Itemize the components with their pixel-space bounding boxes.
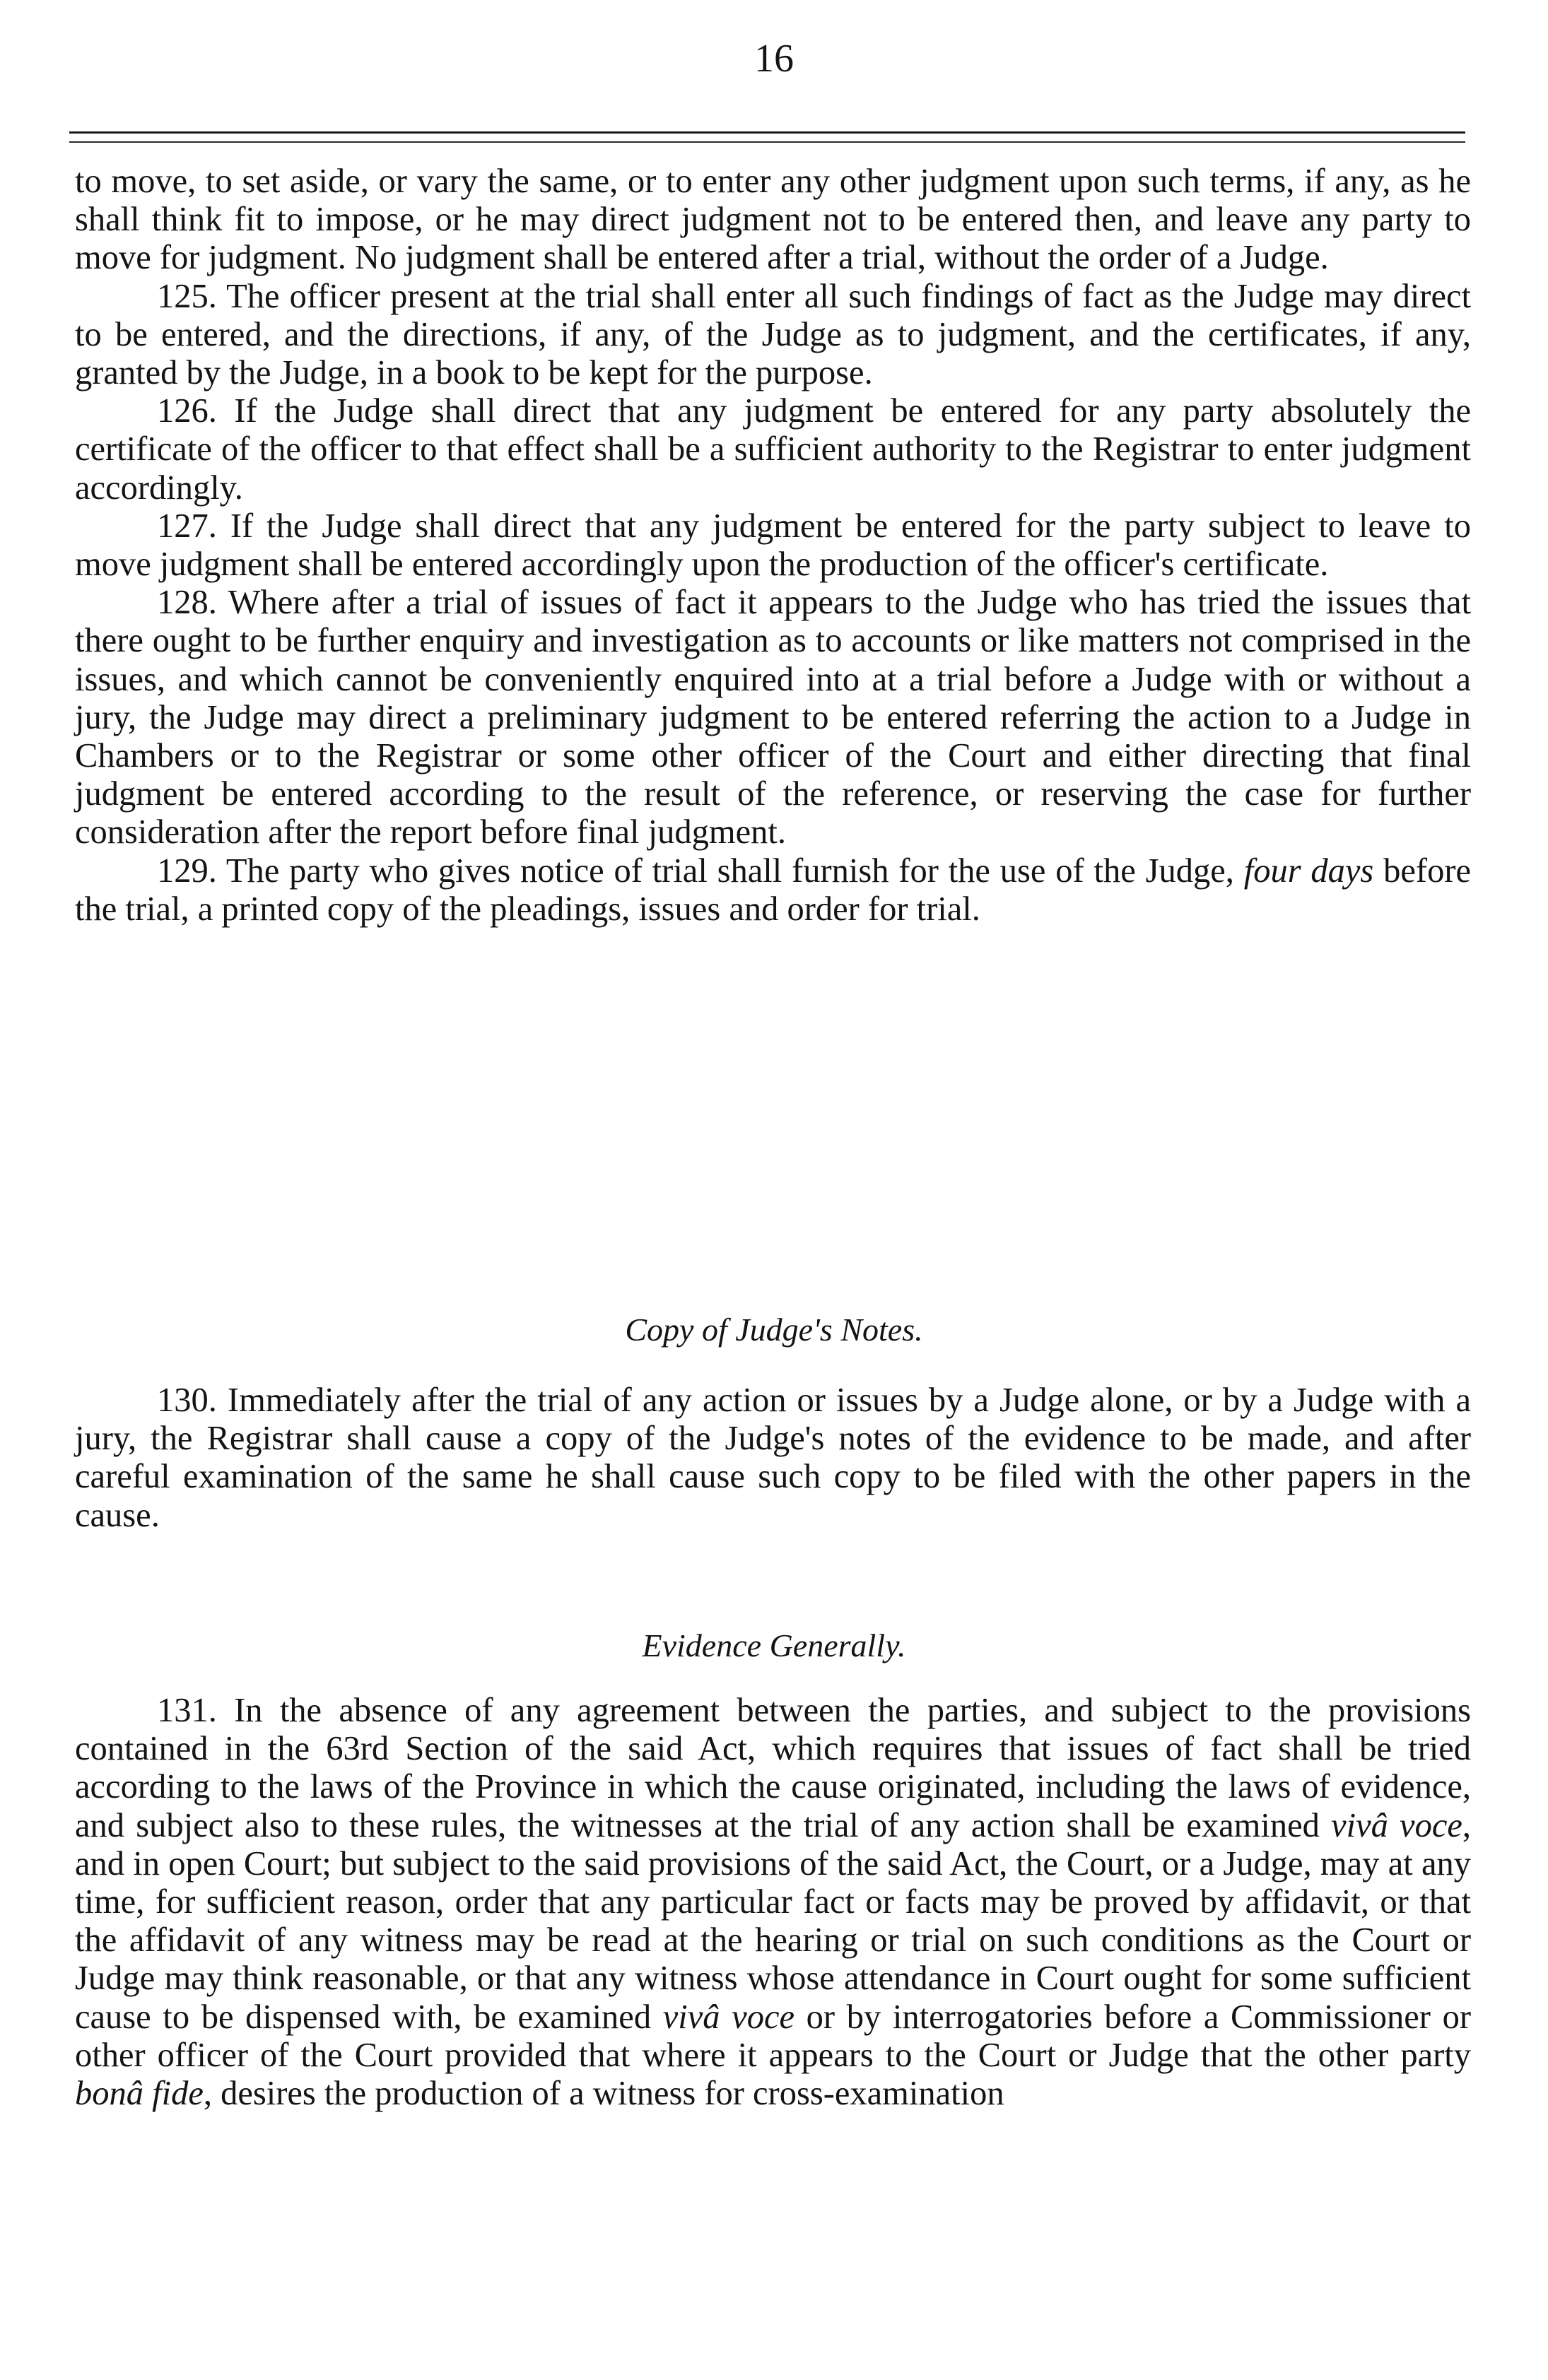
rule-130-paragraph: 130. Immediately after the trial of any action or issues by a Judge alone, or by a Judge with a jury, the Registrar shall cause a copy of the Judge's notes of the evidence to be made, and after careful examination of the same he shall cause such copy to be filed with the other papers in the cause.: [75, 1382, 1471, 1534]
rules-section-evidence: [75, 1692, 1471, 2113]
rule-129-text-start: 129. The party who gives notice of trial shall furnish for the use of the Judge,: [157, 852, 1244, 890]
rules-section-upper: [75, 163, 1471, 929]
rule-126-paragraph: 126. If the Judge shall direct that any judgment be entered for any party absolutely the certificate of the officer to that effect shall be a sufficient authority to the Registrar to enter judgment accordingly.: [75, 392, 1471, 507]
section-heading-copy-of-judges-notes: Copy of Judge's Notes.: [625, 1312, 923, 1348]
rule-131-paragraph: [75, 1692, 1471, 2113]
rule-131-text-4: , desires the production of a witness for cross-examination: [203, 2075, 1004, 2113]
rule-129-text-end: before the trial, a printed copy of the pleadings, issues and order for trial.: [75, 852, 1472, 928]
rule-131-italic-viva-voce-2: vivâ voce: [662, 1998, 794, 2036]
rule-131-text-2: , and in open Court; but subject to the said provisions of the said Act, the Court, or a Judge, may at any time, for sufficient reason, order that any particular fact or facts may be proved by affidavit, or that the affidavit of any witness may be read at the hearing or trial on such conditions as the Court or Judge may think reasonable, or that any witness whose attendance in Court ought for some sufficient cause to be dispensed with, be examined: [75, 1806, 1471, 2036]
rule-131-italic-viva-voce-1: vivâ voce: [1331, 1806, 1462, 1844]
rule-125-paragraph: 125. The officer present at the trial shall enter all such findings of fact as the Judge may direct to be entered, and the directions, if any, of the Judge as to judgment, and the certificates, if any, granted by the Judge, in a book to be kept for the purpose.: [75, 277, 1471, 392]
rules-section-notes: [75, 1382, 1471, 1535]
header-rule-bottom: [69, 141, 1465, 143]
continuation-paragraph: to move, to set aside, or vary the same, or to enter any other judgment upon such terms, if any, as he shall think fit to impose, or he may direct judgment not to be entered then, and leave any party to move for judgment. No judgment shall be entered after a trial, without the order of a Judge.: [75, 163, 1471, 277]
section-heading-evidence-generally: Evidence Generally.: [642, 1627, 906, 1663]
rule-128-paragraph: 128. Where after a trial of issues of fact it appears to the Judge who has tried the issues that there ought to be further enquiry and investigation as to accounts or like matters not comprised in the issues, and which cannot be conveniently enquired into at a trial before a Judge with or without a jury, the Judge may direct a preliminary judgment to be entered referring the action to a Judge in Chambers or to the Registrar or some other officer of the Court and either directing that final judgment be entered according to the result of the reference, or reserving the case for further consideration after the report before final judgment.: [75, 584, 1471, 852]
rule-127-paragraph: 127. If the Judge shall direct that any judgment be entered for the party subject to leave to move judgment shall be entered accordingly upon the production of the officer's certificate.: [75, 507, 1471, 584]
rule-129-paragraph: [75, 852, 1471, 929]
rule-129-italic-four-days: four days: [1243, 852, 1374, 890]
rule-131-text-3: or by interrogatories before a Commissioner or other officer of the Court provided that where it appears to the Court or Judge that the other party: [75, 1998, 1472, 2074]
page-number: 16: [754, 37, 794, 81]
header-rule-top: [69, 131, 1465, 134]
rule-131-text-1: 131. In the absence of any agreement between the parties, and subject to the provisions contained in the 63rd Section of the said Act, which requires that issues of fact shall be tried according to the laws of the Province in which the cause originated, including the laws of evidence, and subject also to these rules, the witnesses at the trial of any action shall be examined: [75, 1692, 1471, 1844]
rule-131-italic-bona-fide: bonâ fide: [75, 2075, 204, 2113]
